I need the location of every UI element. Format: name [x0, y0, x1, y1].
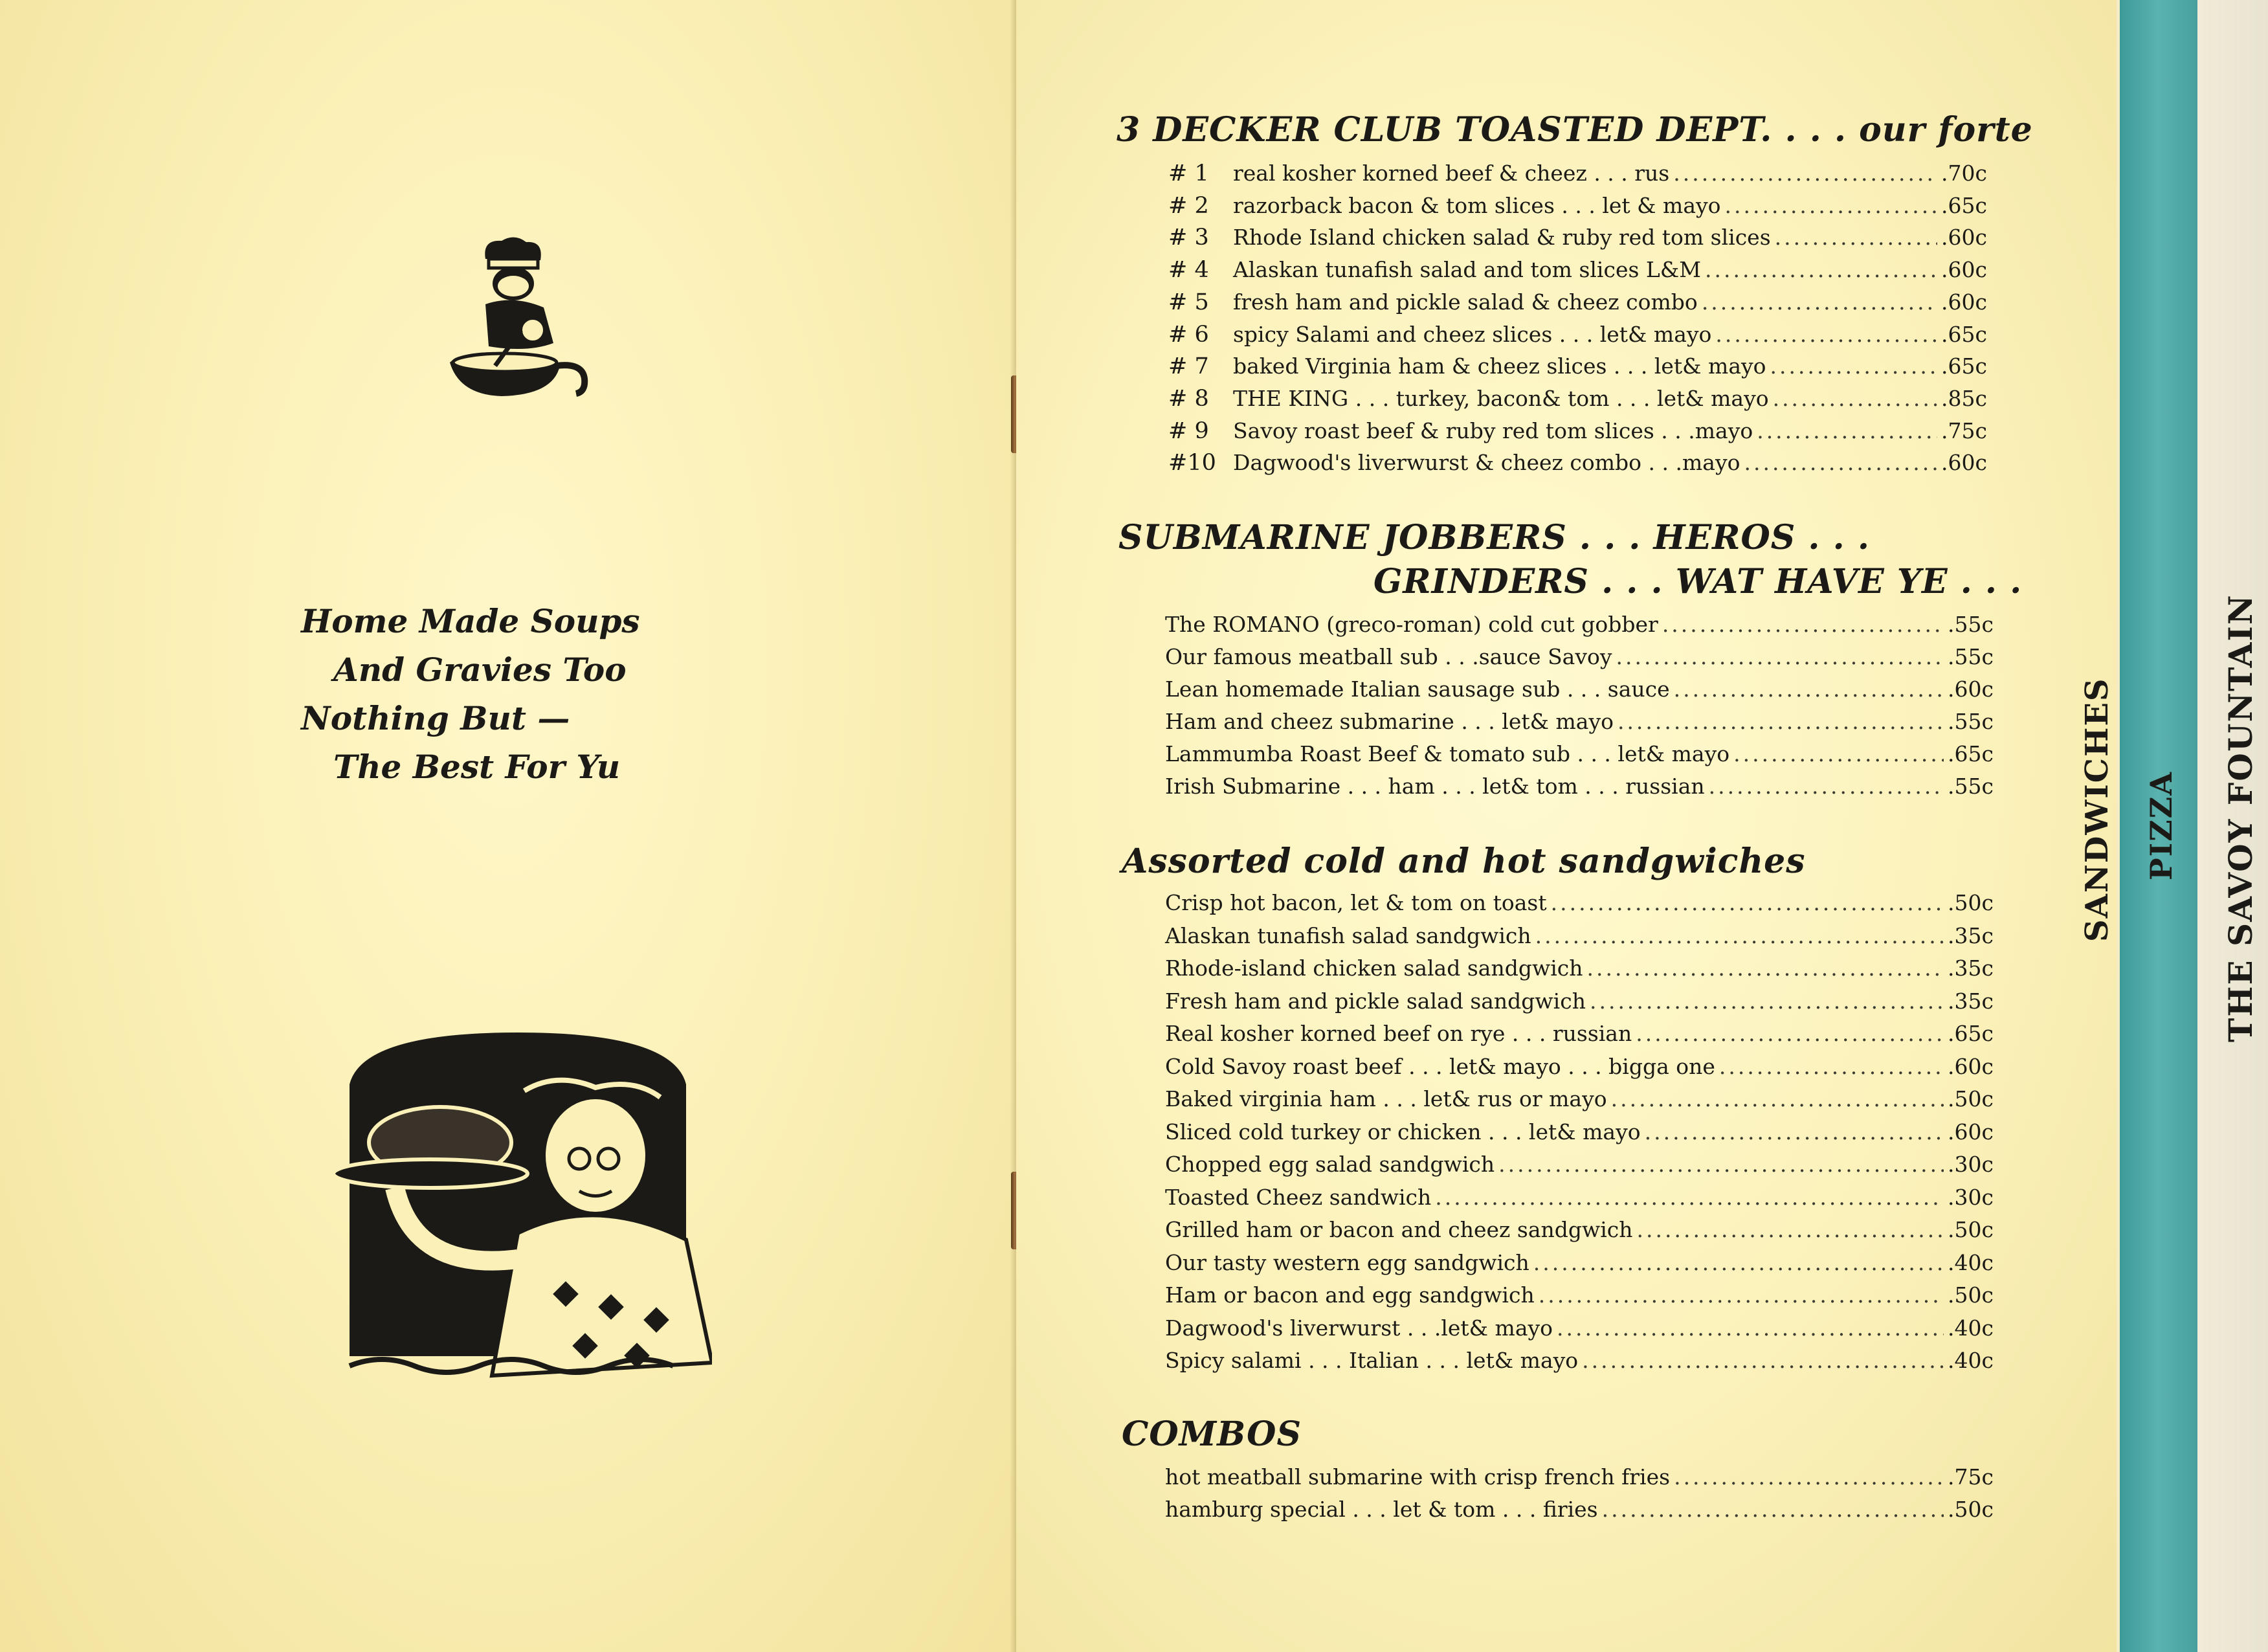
menu-item-row: [1165, 1119, 1994, 1152]
menu-item-price: .50c: [1948, 1282, 1994, 1308]
menu-item-price: .55c: [1948, 709, 1994, 734]
dot-leader: [1645, 1119, 1944, 1144]
menu-item-row: [1165, 1315, 1994, 1348]
menu-item-name: spicy Salami and cheez slices . . . let& mayo: [1233, 321, 1712, 347]
menu-item-name: Fresh ham and pickle salad sandgwich: [1165, 988, 1586, 1014]
menu-item-name: Baked virginia ham . . . let& rus or mayo: [1165, 1086, 1607, 1111]
dot-leader: [1618, 709, 1944, 734]
dot-leader: [1539, 1282, 1944, 1308]
menu-item-name: Alaskan tunafish salad and tom slices L&M: [1233, 257, 1702, 283]
menu-item-row: [1165, 1497, 1994, 1529]
menu-item-name: Grilled ham or bacon and cheez sandgwich: [1165, 1217, 1633, 1242]
dot-leader: [1637, 1217, 1944, 1242]
menu-item-row: [1165, 1250, 1994, 1282]
menu-item-name: Rhode Island chicken salad & ruby red tom slices: [1233, 225, 1771, 251]
menu-item-row: [1165, 774, 1994, 806]
menu-item-row: [1165, 1054, 1994, 1086]
dot-leader: [1709, 774, 1944, 799]
menu-item-row: [1168, 193, 1987, 225]
dot-leader: [1662, 612, 1944, 637]
menu-item-row: [1165, 1086, 1994, 1119]
menu-item-price: .65c: [1941, 321, 1987, 347]
slogan-line-2: And Gravies Too: [333, 651, 627, 689]
menu-item-name: hamburg special . . . let & tom . . . firies: [1165, 1497, 1598, 1522]
menu-item-row: [1165, 1282, 1994, 1315]
dot-leader: [1602, 1497, 1944, 1522]
menu-item-price: .60c: [1941, 257, 1987, 283]
menu-item-price: .70c: [1941, 161, 1987, 186]
chef-stirring-pot-icon: [424, 233, 592, 411]
dot-leader: [1674, 1464, 1944, 1490]
menu-item-name: The ROMANO (greco-roman) cold cut gobber: [1165, 612, 1658, 637]
menu-item-name: hot meatball submarine with crisp french fries: [1165, 1464, 1671, 1490]
menu-item-row: [1168, 353, 1987, 386]
dot-leader: [1498, 1152, 1944, 1177]
menu-item-name: Dagwood's liverwurst . . .let& mayo: [1165, 1315, 1553, 1341]
left-page: [0, 0, 1016, 1652]
menu-item-row: [1168, 289, 1987, 322]
dot-leader: [1715, 322, 1937, 347]
menu-item-name: Dagwood's liverwurst & cheez combo . . .mayo: [1233, 450, 1740, 476]
menu-item-row: [1165, 1152, 1994, 1184]
menu-item-price: .85c: [1941, 385, 1987, 411]
dot-leader: [1757, 418, 1937, 443]
menu-item-name: Real kosher korned beef on rye . . . russian: [1165, 1021, 1632, 1046]
menu-item-name: Savoy roast beef & ruby red tom slices . . .mayo: [1233, 418, 1753, 443]
menu-item-name: Spicy salami . . . Italian . . . let& mayo: [1165, 1348, 1579, 1373]
menu-item-row: [1165, 890, 1994, 922]
menu-item-price: .50c: [1948, 1497, 1994, 1522]
menu-item-row: [1168, 257, 1987, 289]
menu-item-price: .30c: [1948, 1184, 1994, 1210]
menu-item-name: Sliced cold turkey or chicken . . . let& mayo: [1165, 1119, 1641, 1144]
menu-item-price: .65c: [1941, 192, 1987, 218]
menu-item-row: [1165, 1464, 1994, 1497]
section-title-assorted: Assorted cold and hot sandgwiches: [1122, 842, 1806, 881]
menu-item-name: Alaskan tunafish salad sandgwich: [1165, 922, 1531, 948]
menu-item-row: [1168, 386, 1987, 418]
menu-item-name: baked Virginia ham & cheez slices . . . let& mayo: [1233, 353, 1766, 379]
menu-item-price: .50c: [1948, 1217, 1994, 1242]
menu-item-name: razorback bacon & tom slices . . . let & mayo: [1233, 192, 1721, 218]
menu-item-name: real kosher korned beef & cheez . . . rus: [1233, 161, 1670, 186]
menu-item-price: .30c: [1948, 1152, 1994, 1177]
dot-leader: [1719, 1054, 1944, 1079]
menu-item-row: [1165, 988, 1994, 1021]
menu-item-price: .50c: [1948, 1086, 1994, 1111]
menu-item-row: [1168, 225, 1987, 257]
section-title-combos: COMBOS: [1122, 1414, 1302, 1454]
dot-leader: [1582, 1348, 1944, 1373]
dot-leader: [1616, 644, 1944, 669]
menu-item-number: # 1: [1168, 161, 1209, 186]
menu-item-row: [1168, 322, 1987, 354]
dot-leader: [1551, 890, 1944, 915]
grandmother-serving-turkey-icon: [324, 1026, 712, 1385]
cover-label-savoy: THE SAVOY FOUNTAIN: [2221, 594, 2260, 1042]
dot-leader: [1733, 741, 1944, 766]
menu-item-row: [1165, 676, 1994, 709]
menu-item-name: Chopped egg salad sandgwich: [1165, 1152, 1495, 1177]
menu-item-row: [1168, 450, 1987, 482]
menu-item-price: .35c: [1948, 922, 1994, 948]
dot-leader: [1773, 386, 1937, 411]
menu-item-number: #10: [1168, 450, 1216, 476]
dot-leader: [1636, 1021, 1944, 1046]
menu-item-price: .35c: [1948, 988, 1994, 1014]
dot-leader: [1533, 1250, 1944, 1275]
menu-item-price: .55c: [1948, 644, 1994, 669]
menu-item-price: .40c: [1948, 1348, 1994, 1373]
menu-item-price: .60c: [1941, 450, 1987, 476]
menu-item-row: [1165, 1021, 1994, 1053]
menu-item-row: [1165, 955, 1994, 988]
cover-label-pizza: PIZZA: [2144, 771, 2179, 880]
section-title-submarine-2: GRINDERS . . . WAT HAVE YE . . .: [1373, 562, 2023, 601]
dot-leader: [1611, 1086, 1944, 1111]
menu-item-row: [1165, 923, 1994, 955]
menu-item-price: .65c: [1941, 353, 1987, 379]
dot-leader: [1725, 193, 1938, 218]
menu-item-row: [1165, 1348, 1994, 1380]
menu-item-price: .60c: [1948, 1053, 1994, 1079]
menu-item-price: .35c: [1948, 955, 1994, 981]
menu-item-row: [1165, 709, 1994, 741]
menu-item-name: Rhode-island chicken salad sandgwich: [1165, 955, 1583, 981]
dot-leader: [1587, 955, 1944, 981]
slogan-line-4: The Best For Yu: [333, 748, 621, 786]
menu-item-name: Toasted Cheez sandwich: [1165, 1184, 1432, 1210]
slogan-line-1: Home Made Soups: [301, 602, 640, 640]
menu-item-number: # 2: [1168, 192, 1209, 219]
dot-leader: [1702, 289, 1937, 315]
menu-item-number: # 9: [1168, 418, 1209, 444]
menu-item-name: THE KING . . . turkey, bacon& tom . . . let& mayo: [1233, 385, 1769, 411]
dot-leader: [1673, 161, 1937, 186]
menu-item-price: .65c: [1948, 1021, 1994, 1046]
menu-item-price: .65c: [1948, 741, 1994, 766]
menu-item-price: .40c: [1948, 1249, 1994, 1275]
menu-item-name: Crisp hot bacon, let & tom on toast: [1165, 890, 1547, 915]
menu-item-price: .55c: [1948, 774, 1994, 799]
menu-item-price: .50c: [1948, 890, 1994, 915]
menu-item-name: Irish Submarine . . . ham . . . let& tom . . . russian: [1165, 774, 1705, 799]
dot-leader: [1435, 1185, 1944, 1210]
menu-item-row: [1168, 161, 1987, 193]
menu-item-name: Ham or bacon and egg sandgwich: [1165, 1282, 1535, 1308]
menu-item-number: # 4: [1168, 257, 1209, 284]
menu-item-price: .60c: [1948, 676, 1994, 702]
menu-item-name: Lammumba Roast Beef & tomato sub . . . let& mayo: [1165, 741, 1730, 766]
menu-item-price: .60c: [1941, 225, 1987, 251]
menu-item-price: .75c: [1948, 1464, 1994, 1490]
menu-item-name: fresh ham and pickle salad & cheez combo: [1233, 289, 1698, 315]
dot-leader: [1535, 923, 1944, 948]
menu-item-name: Cold Savoy roast beef . . . let& mayo . . . bigga one: [1165, 1053, 1715, 1079]
section-title-submarine-1: SUBMARINE JOBBERS . . . HEROS . . .: [1118, 518, 1870, 557]
menu-item-row: [1168, 418, 1987, 451]
menu-item-name: Our tasty western egg sandgwich: [1165, 1249, 1529, 1275]
section-title-club: 3 DECKER CLUB TOASTED DEPT. . . . our forte: [1117, 110, 2033, 150]
menu-item-number: # 5: [1168, 289, 1209, 315]
dot-leader: [1557, 1315, 1944, 1341]
dot-leader: [1770, 353, 1938, 379]
menu-item-price: .60c: [1948, 1119, 1994, 1144]
dot-leader: [1744, 450, 1937, 475]
menu-item-row: [1165, 612, 1994, 644]
menu-item-price: .40c: [1948, 1315, 1994, 1341]
menu-item-price: .60c: [1941, 289, 1987, 315]
menu-item-number: # 8: [1168, 385, 1209, 412]
menu-item-name: Lean homemade Italian sausage sub . . . sauce: [1165, 676, 1670, 702]
menu-item-row: [1165, 1217, 1994, 1249]
menu-item-name: Our famous meatball sub . . .sauce Savoy: [1165, 644, 1612, 669]
dot-leader: [1674, 676, 1944, 702]
menu-item-number: # 3: [1168, 225, 1209, 251]
menu-item-number: # 7: [1168, 353, 1209, 380]
menu-item-row: [1165, 1185, 1994, 1217]
menu-item-row: [1165, 644, 1994, 676]
dot-leader: [1590, 988, 1944, 1014]
slogan-line-3: Nothing But —: [301, 699, 570, 737]
menu-item-price: .75c: [1941, 418, 1987, 443]
dot-leader: [1705, 257, 1937, 282]
menu-item-name: Ham and cheez submarine . . . let& mayo: [1165, 709, 1614, 734]
menu-item-price: .55c: [1948, 612, 1994, 637]
menu-item-number: # 6: [1168, 321, 1209, 348]
cover-label-sandwiches: SANDWICHES: [2079, 677, 2115, 942]
dot-leader: [1775, 225, 1937, 250]
menu-item-row: [1165, 741, 1994, 774]
